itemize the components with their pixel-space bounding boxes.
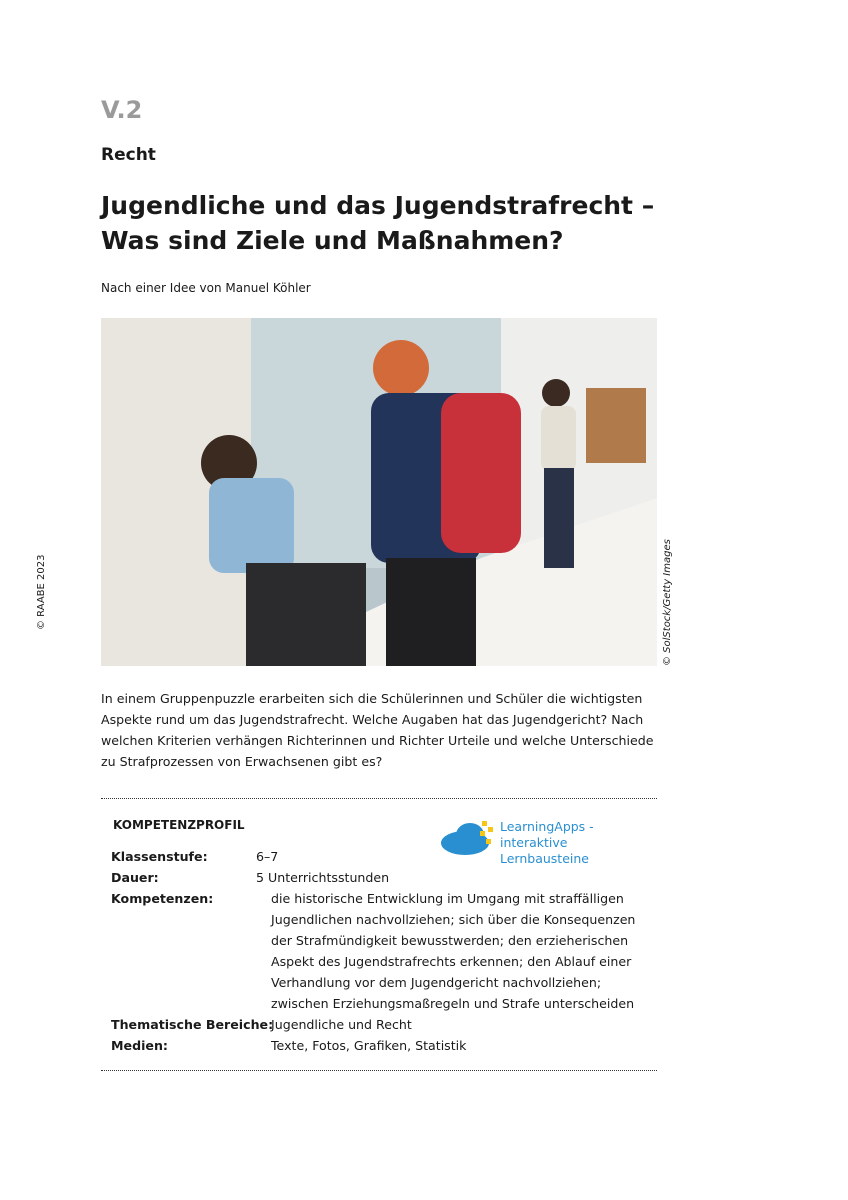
photo-credit: © SolStock/Getty Images [662, 539, 673, 666]
row-value: Jugendliche und Recht [271, 1017, 412, 1032]
page-title [101, 188, 701, 258]
intro-text: In einem Gruppenpuzzle erarbeiten sich die Schülerinnen und Schüler die wichtigsten Aspekte rund um das Jugendstrafrecht. Welche Augaben hat das Jugendgericht? Nach welchen Kriterien verhängen Richterinnen und Richter Urteile und welche Unterschiede zu Strafprozessen von Erwachsenen gibt es? [101, 691, 654, 769]
row-value: die historische Entwicklung im Umgang mit straffälligen Jugendlichen nachvollziehen; sich über die Konsequenzen der Strafmündigkeit bewusstwerden; den erzieherischen Aspekt des Jugendstrafrechts erkennen; den Ablauf einer Verhandlung vor dem Jugendgericht nachvollziehen; zwischen Erziehungsmaßregeln und Strafe unterscheiden [271, 891, 636, 1011]
unit-number: V.2 [101, 96, 143, 124]
row-value: Texte, Fotos, Grafiken, Statistik [271, 1038, 467, 1053]
byline: Nach einer Idee von Manuel Köhler [101, 281, 311, 295]
row-label: Klassenstufe: [111, 849, 208, 864]
title-line-1: Jugendliche und das Jugendstrafrecht – [101, 191, 655, 220]
copyright: © RAABE 2023 [36, 554, 47, 630]
subject: Recht [101, 145, 156, 165]
logo-line-1: LearningApps - [500, 819, 594, 834]
row-label: Medien: [111, 1038, 168, 1053]
row-value: 6–7 [256, 849, 279, 864]
photo-illustration [101, 318, 657, 666]
divider-top [101, 798, 657, 799]
row-label: Kompetenzen: [111, 891, 214, 906]
title-line-2: Was sind Ziele und Maßnahmen? [101, 226, 564, 255]
cover-photo [101, 318, 657, 666]
profile-heading: KOMPETENZPROFIL [113, 818, 245, 832]
divider-bottom [101, 1070, 657, 1071]
row-value: 5 Unterrichtsstunden [256, 870, 390, 885]
row-label: Dauer: [111, 870, 159, 885]
row-label: Thematische Bereiche: [111, 1017, 274, 1032]
logo-line-2: interaktive Lernbausteine [500, 835, 589, 866]
